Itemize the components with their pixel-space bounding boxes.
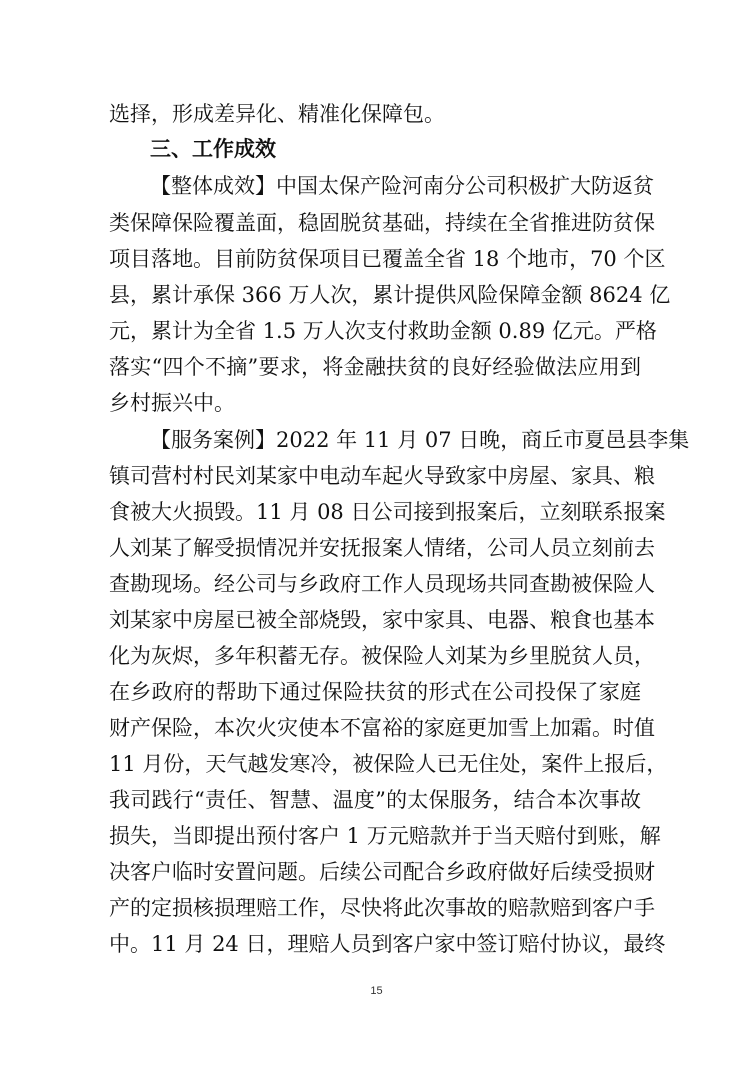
- page-number: 15: [370, 985, 383, 997]
- text-line: 财产保险，本次火灾使本不富裕的家庭更加雪上加霜。时值: [109, 716, 655, 740]
- text-line: 落实“四个不摘”要求，将金融扶贫的良好经验做法应用到: [109, 355, 641, 379]
- text-line: 产的定损核损理赔工作，尽快将此次事故的赔款赔到客户手: [109, 896, 655, 920]
- text-line: 类保障保险覆盖面，稳固脱贫基础，持续在全省推进防贫保: [109, 211, 655, 235]
- text-line: 选择，形成差异化、精准化保障包。: [109, 102, 445, 126]
- text-line: 【服务案例】2022 年 11 月 07 日晚，商丘市夏邑县李集: [150, 428, 690, 452]
- text-line: 化为灰烬，多年积蓄无存。被保险人刘某为乡里脱贫人员，: [109, 644, 655, 668]
- text-line: 刘某家中房屋已被全部烧毁，家中家具、电器、粮食也基本: [109, 608, 655, 632]
- text-line: 食被大火损毁。11 月 08 日公司接到报案后，立刻联系报案: [109, 500, 666, 524]
- text-line: 【整体成效】中国太保产险河南分公司积极扩大防返贫: [150, 174, 654, 198]
- text-line: 项目落地。目前防贫保项目已覆盖全省 18 个地市，70 个区: [109, 247, 666, 271]
- text-line: 在乡政府的帮助下通过保险扶贫的形式在公司投保了家庭: [109, 680, 641, 704]
- text-line: 元，累计为全省 1.5 万人次支付救助金额 0.89 亿元。严格: [109, 319, 657, 343]
- text-line: 损失，当即提出预付客户 1 万元赔款并于当天赔付到账，解: [109, 824, 661, 848]
- section-heading: 三、工作成效: [150, 137, 276, 161]
- text-line: 决客户临时安置问题。后续公司配合乡政府做好后续受损财: [109, 860, 655, 884]
- text-line: 中。11 月 24 日，理赔人员到客户家中签订赔付协议，最终: [109, 932, 666, 956]
- text-line: 镇司营村村民刘某家中电动车起火导致家中房屋、家具、粮: [109, 464, 655, 488]
- text-line: 乡村振兴中。: [109, 391, 235, 415]
- text-line: 我司践行“责任、智慧、温度”的太保服务，结合本次事故: [109, 788, 641, 812]
- text-line: 人刘某了解受损情况并安抚报案人情绪，公司人员立刻前去: [109, 536, 655, 560]
- text-line: 查勘现场。经公司与乡政府工作人员现场共同查勘被保险人: [109, 572, 655, 596]
- text-line: 11 月份，天气越发寒冷，被保险人已无住处，案件上报后，: [109, 752, 668, 776]
- text-line: 县，累计承保 366 万人次，累计提供风险保障金额 8624 亿: [109, 283, 671, 307]
